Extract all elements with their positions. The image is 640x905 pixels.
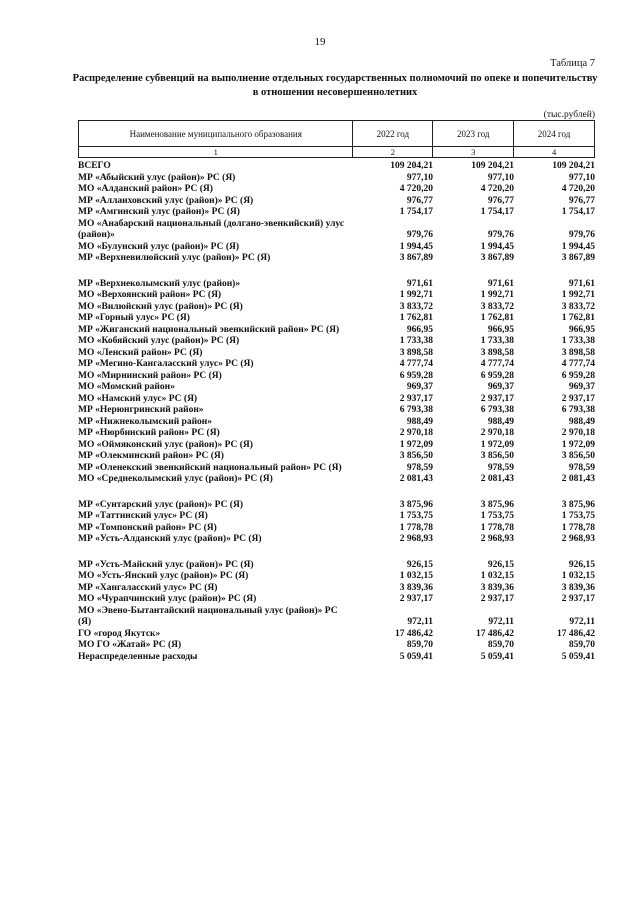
value-2022-cell: 859,70	[406, 640, 433, 650]
value-2022-cell: 1 032,15	[399, 571, 433, 581]
header-number-2: 2	[353, 147, 433, 158]
value-2024-cell: 1 754,17	[561, 207, 595, 217]
table-row	[78, 348, 595, 360]
value-2022-cell: 976,77	[406, 195, 433, 206]
value-2022-cell: 969,37	[406, 382, 433, 392]
table-row	[78, 161, 595, 173]
municipality-name-cell: ВСЕГО	[78, 161, 111, 171]
municipality-name-cell: МР «Нижнеколымский район»	[78, 416, 213, 427]
table-row	[78, 359, 595, 371]
value-2022-cell: 3 867,89	[399, 253, 433, 263]
municipality-name-cell: Нераспределенные расходы	[78, 651, 198, 662]
value-2024-cell: 1 778,78	[561, 522, 595, 533]
municipality-name-cell: МР «Хангаласский улус» РС (Я)	[78, 582, 218, 593]
value-2022-cell: 6 793,38	[399, 405, 433, 415]
value-2022-cell: 109 204,21	[390, 161, 433, 171]
value-2024-cell: 2 937,17	[561, 594, 595, 604]
value-2022-cell: 4 720,20	[399, 184, 433, 194]
municipality-name-cell: МО «Алданский район» РС (Я)	[78, 184, 213, 194]
value-2023-cell: 978,59	[487, 462, 514, 473]
municipality-name-cell: МР «Таттинский улус» РС (Я)	[78, 511, 208, 521]
table-row	[78, 382, 595, 394]
table-row	[78, 219, 595, 242]
municipality-name-cell: МО ГО «Жатай» РС (Я)	[78, 640, 182, 650]
value-2024-cell: 979,76	[568, 230, 595, 240]
value-2024-cell: 3 839,36	[561, 582, 595, 593]
row-spacer	[78, 486, 595, 500]
header-name-column: Наименование муниципального образования	[79, 121, 353, 147]
table-row	[78, 184, 595, 196]
spacer-cell	[78, 265, 595, 279]
value-2023-cell: 1 992,71	[480, 290, 514, 300]
table-row	[78, 279, 595, 291]
value-2023-cell: 859,70	[487, 640, 514, 650]
municipality-name-cell: МО «Анабарский национальный (долгано-эвенкийский) улус (район)»	[78, 218, 345, 240]
value-2022-cell: 978,59	[406, 462, 433, 473]
value-2024-cell: 2 081,43	[561, 474, 595, 484]
table-row	[78, 511, 595, 523]
header-number-3: 3	[433, 147, 514, 158]
value-2024-cell: 1 972,09	[561, 439, 595, 450]
page-number: 19	[314, 36, 326, 48]
municipality-name-cell: МО «Намский улус» РС (Я)	[78, 393, 198, 404]
value-2022-cell: 5 059,41	[399, 651, 433, 662]
table-row	[78, 463, 595, 475]
municipality-name-cell: МР «Усть-Майский улус (район)» РС (Я)	[78, 559, 254, 570]
table-row	[78, 606, 595, 629]
value-2024-cell: 972,11	[569, 617, 595, 627]
municipality-name-cell: МР «Горный улус» РС (Я)	[78, 313, 190, 323]
subsidy-table	[78, 161, 595, 663]
value-2022-cell: 971,61	[406, 278, 433, 289]
municipality-name-cell: МР «Томпонский район» РС (Я)	[78, 522, 217, 533]
table-row	[78, 629, 595, 641]
municipality-name-cell: МР «Жиганский национальный эвенкийский район» РС (Я)	[78, 324, 340, 335]
value-2024-cell: 976,77	[568, 195, 595, 206]
table-row	[78, 640, 595, 652]
value-2022-cell: 3 833,72	[399, 301, 433, 312]
value-2023-cell: 3 898,58	[480, 347, 514, 358]
value-2023-cell: 2 081,43	[480, 474, 514, 484]
table-row	[78, 242, 595, 254]
municipality-name-cell: МО «Булунский улус (район)» РС (Я)	[78, 241, 240, 252]
value-2023-cell: 5 059,41	[480, 651, 514, 662]
table-row	[78, 417, 595, 429]
table-row	[78, 394, 595, 406]
table-row	[78, 371, 595, 383]
table-row	[78, 560, 595, 572]
value-2023-cell: 1 972,09	[480, 439, 514, 450]
municipality-name-cell: ГО «город Якутск»	[78, 628, 161, 639]
value-2023-cell: 2 968,93	[480, 534, 514, 544]
header-2024-column: 2024 год	[514, 121, 595, 147]
value-2023-cell: 2 970,18	[480, 428, 514, 438]
value-2024-cell: 1 994,45	[561, 241, 595, 252]
municipality-name-cell: МР «Усть-Алданский улус (район)» РС (Я)	[78, 534, 262, 544]
table-row	[78, 253, 595, 265]
municipality-name-cell: МР «Амгинский улус (район)» РС (Я)	[78, 207, 240, 217]
value-2024-cell: 3 856,50	[561, 451, 595, 461]
value-2024-cell: 859,70	[568, 640, 595, 650]
value-2022-cell: 2 937,17	[399, 393, 433, 404]
value-2023-cell: 1 032,15	[480, 571, 514, 581]
value-2022-cell: 6 959,28	[399, 370, 433, 381]
value-2023-cell: 1 754,17	[480, 207, 514, 217]
header-2023-column: 2023 год	[433, 121, 514, 147]
header-number-4: 4	[514, 147, 595, 158]
value-2024-cell: 5 059,41	[561, 651, 595, 662]
value-2024-cell: 2 937,17	[561, 393, 595, 404]
value-2024-cell: 1 992,71	[561, 290, 595, 300]
value-2023-cell: 3 856,50	[480, 451, 514, 461]
value-2022-cell: 1 778,78	[399, 522, 433, 533]
value-2024-cell: 926,15	[568, 559, 595, 570]
value-2024-cell: 1 753,75	[561, 511, 595, 521]
value-2024-cell: 1 032,15	[561, 571, 595, 581]
table-row	[78, 428, 595, 440]
municipality-name-cell: МР «Мегино-Кангаласский улус» РС (Я)	[78, 359, 254, 369]
value-2024-cell: 971,61	[568, 278, 595, 289]
municipality-name-cell: МО «Оймяконский улус (район)» РС (Я)	[78, 439, 253, 450]
municipality-name-cell: МР «Абыйский улус (район)» РС (Я)	[78, 172, 236, 183]
table-row	[78, 290, 595, 302]
municipality-name-cell: МР «Нерюнгринский район»	[78, 405, 204, 415]
value-2022-cell: 3 875,96	[399, 499, 433, 510]
value-2024-cell: 17 486,42	[557, 628, 595, 639]
value-2024-cell: 4 777,74	[561, 359, 595, 369]
value-2023-cell: 2 937,17	[480, 594, 514, 604]
value-2022-cell: 1 754,17	[399, 207, 433, 217]
value-2023-cell: 17 486,42	[476, 628, 514, 639]
value-2023-cell: 3 839,36	[480, 582, 514, 593]
value-2023-cell: 109 204,21	[471, 161, 514, 171]
table-row	[78, 652, 595, 664]
municipality-name-cell: МО «Мирнинский район» РС (Я)	[78, 370, 222, 381]
value-2022-cell: 2 970,18	[399, 428, 433, 438]
municipality-name-cell: МО «Верхоянский район» РС (Я)	[78, 290, 222, 300]
value-2022-cell: 1 762,81	[399, 313, 433, 323]
value-2024-cell: 1 762,81	[561, 313, 595, 323]
municipality-name-cell: МР «Верхнеколымский улус (район)»	[78, 278, 241, 289]
value-2024-cell: 1 733,38	[561, 336, 595, 346]
table-row	[78, 571, 595, 583]
municipality-name-cell: МР «Олекминский район» РС (Я)	[78, 451, 224, 461]
value-2022-cell: 966,95	[406, 324, 433, 335]
table-label: Таблица 7	[550, 58, 595, 69]
value-2023-cell: 969,37	[487, 382, 514, 392]
value-2023-cell: 4 720,20	[480, 184, 514, 194]
value-2022-cell: 3 898,58	[399, 347, 433, 358]
value-2023-cell: 1 762,81	[480, 313, 514, 323]
value-2024-cell: 988,49	[568, 416, 595, 427]
table-row	[78, 196, 595, 208]
value-2024-cell: 3 833,72	[561, 301, 595, 312]
table-row	[78, 534, 595, 546]
table-row	[78, 523, 595, 535]
municipality-name-cell: МР «Верхневилюйский улус (район)» РС (Я)	[78, 253, 271, 263]
row-spacer	[78, 265, 595, 279]
value-2022-cell: 1 753,75	[399, 511, 433, 521]
spacer-cell	[78, 486, 595, 500]
table-row	[78, 440, 595, 452]
value-2023-cell: 1 994,45	[480, 241, 514, 252]
header-number-1: 1	[79, 147, 353, 158]
table-body	[78, 161, 595, 663]
table-row	[78, 173, 595, 185]
value-2023-cell: 2 937,17	[480, 393, 514, 404]
table-row	[78, 500, 595, 512]
value-2023-cell: 1 778,78	[480, 522, 514, 533]
value-2024-cell: 3 867,89	[561, 253, 595, 263]
value-2023-cell: 976,77	[487, 195, 514, 206]
value-2024-cell: 4 720,20	[561, 184, 595, 194]
value-2023-cell: 3 875,96	[480, 499, 514, 510]
value-2022-cell: 1 733,38	[399, 336, 433, 346]
table-row	[78, 405, 595, 417]
municipality-name-cell: МО «Усть-Янский улус (район)» РС (Я)	[78, 571, 249, 581]
value-2023-cell: 6 793,38	[480, 405, 514, 415]
value-2023-cell: 4 777,74	[480, 359, 514, 369]
value-2024-cell: 3 875,96	[561, 499, 595, 510]
value-2022-cell: 979,76	[406, 230, 433, 240]
table-row	[78, 583, 595, 595]
value-2022-cell: 1 992,71	[399, 290, 433, 300]
value-2022-cell: 1 994,45	[399, 241, 433, 252]
value-2022-cell: 17 486,42	[395, 628, 433, 639]
municipality-name-cell: МО «Момский район»	[78, 382, 175, 392]
value-2023-cell: 971,61	[487, 278, 514, 289]
value-2023-cell: 3 833,72	[480, 301, 514, 312]
value-2023-cell: 979,76	[487, 230, 514, 240]
header-2022-column: 2022 год	[353, 121, 433, 147]
value-2023-cell: 1 733,38	[480, 336, 514, 346]
value-2024-cell: 3 898,58	[561, 347, 595, 358]
value-2024-cell: 6 959,28	[561, 370, 595, 381]
municipality-name-cell: МО «Вилюйский улус (район)» РС (Я)	[78, 301, 243, 312]
value-2024-cell: 6 793,38	[561, 405, 595, 415]
table-row	[78, 594, 595, 606]
value-2024-cell: 969,37	[568, 382, 595, 392]
value-2022-cell: 3 856,50	[399, 451, 433, 461]
value-2023-cell: 3 867,89	[480, 253, 514, 263]
municipality-name-cell: МР «Сунтарский улус (район)» РС (Я)	[78, 499, 243, 510]
value-2024-cell: 978,59	[568, 462, 595, 473]
municipality-name-cell: МО «Кобяйский улус (район)» РС (Я)	[78, 336, 240, 346]
value-2023-cell: 966,95	[487, 324, 514, 335]
municipality-name-cell: МО «Среднеколымский улус (район)» РС (Я)	[78, 474, 273, 484]
value-2022-cell: 926,15	[406, 559, 433, 570]
value-2023-cell: 977,10	[487, 172, 514, 183]
table-row	[78, 313, 595, 325]
value-2022-cell: 4 777,74	[399, 359, 433, 369]
value-2023-cell: 972,11	[488, 617, 514, 627]
table-row	[78, 325, 595, 337]
table-header	[78, 120, 595, 158]
value-2024-cell: 2 970,18	[561, 428, 595, 438]
spacer-cell	[78, 546, 595, 560]
value-2023-cell: 6 959,28	[480, 370, 514, 381]
value-2023-cell: 1 753,75	[480, 511, 514, 521]
value-2022-cell: 3 839,36	[399, 582, 433, 593]
municipality-name-cell: МР «Оленекский эвенкийский национальный район» РС (Я)	[78, 462, 342, 473]
row-spacer	[78, 546, 595, 560]
value-2022-cell: 972,11	[407, 617, 433, 627]
table-row	[78, 474, 595, 486]
table-row	[78, 451, 595, 463]
value-2022-cell: 1 972,09	[399, 439, 433, 450]
municipality-name-cell: МР «Аллаиховский улус (район)» РС (Я)	[78, 195, 254, 206]
table-row	[78, 302, 595, 314]
units-label: (тыс.рублей)	[543, 110, 595, 120]
table-row	[78, 336, 595, 348]
document-title: Распределение субвенций на выполнение отдельных государственных полномочий по опеке и попечительству в отношении несовершеннолетних	[72, 73, 598, 98]
table-row	[78, 207, 595, 219]
municipality-name-cell: МО «Эвено-Бытантайский национальный улус (район)» РС (Я)	[78, 605, 338, 627]
value-2023-cell: 988,49	[487, 416, 514, 427]
value-2024-cell: 109 204,21	[552, 161, 595, 171]
value-2024-cell: 966,95	[568, 324, 595, 335]
value-2022-cell: 988,49	[406, 416, 433, 427]
municipality-name-cell: МО «Ленский район» РС (Я)	[78, 347, 203, 358]
value-2023-cell: 926,15	[487, 559, 514, 570]
municipality-name-cell: МО «Чурапчинский улус (район)» РС (Я)	[78, 594, 257, 604]
municipality-name-cell: МР «Нюрбинский район» РС (Я)	[78, 428, 220, 438]
value-2022-cell: 977,10	[406, 172, 433, 183]
value-2022-cell: 2 968,93	[399, 534, 433, 544]
value-2022-cell: 2 937,17	[399, 594, 433, 604]
value-2024-cell: 2 968,93	[561, 534, 595, 544]
value-2022-cell: 2 081,43	[399, 474, 433, 484]
value-2024-cell: 977,10	[568, 172, 595, 183]
